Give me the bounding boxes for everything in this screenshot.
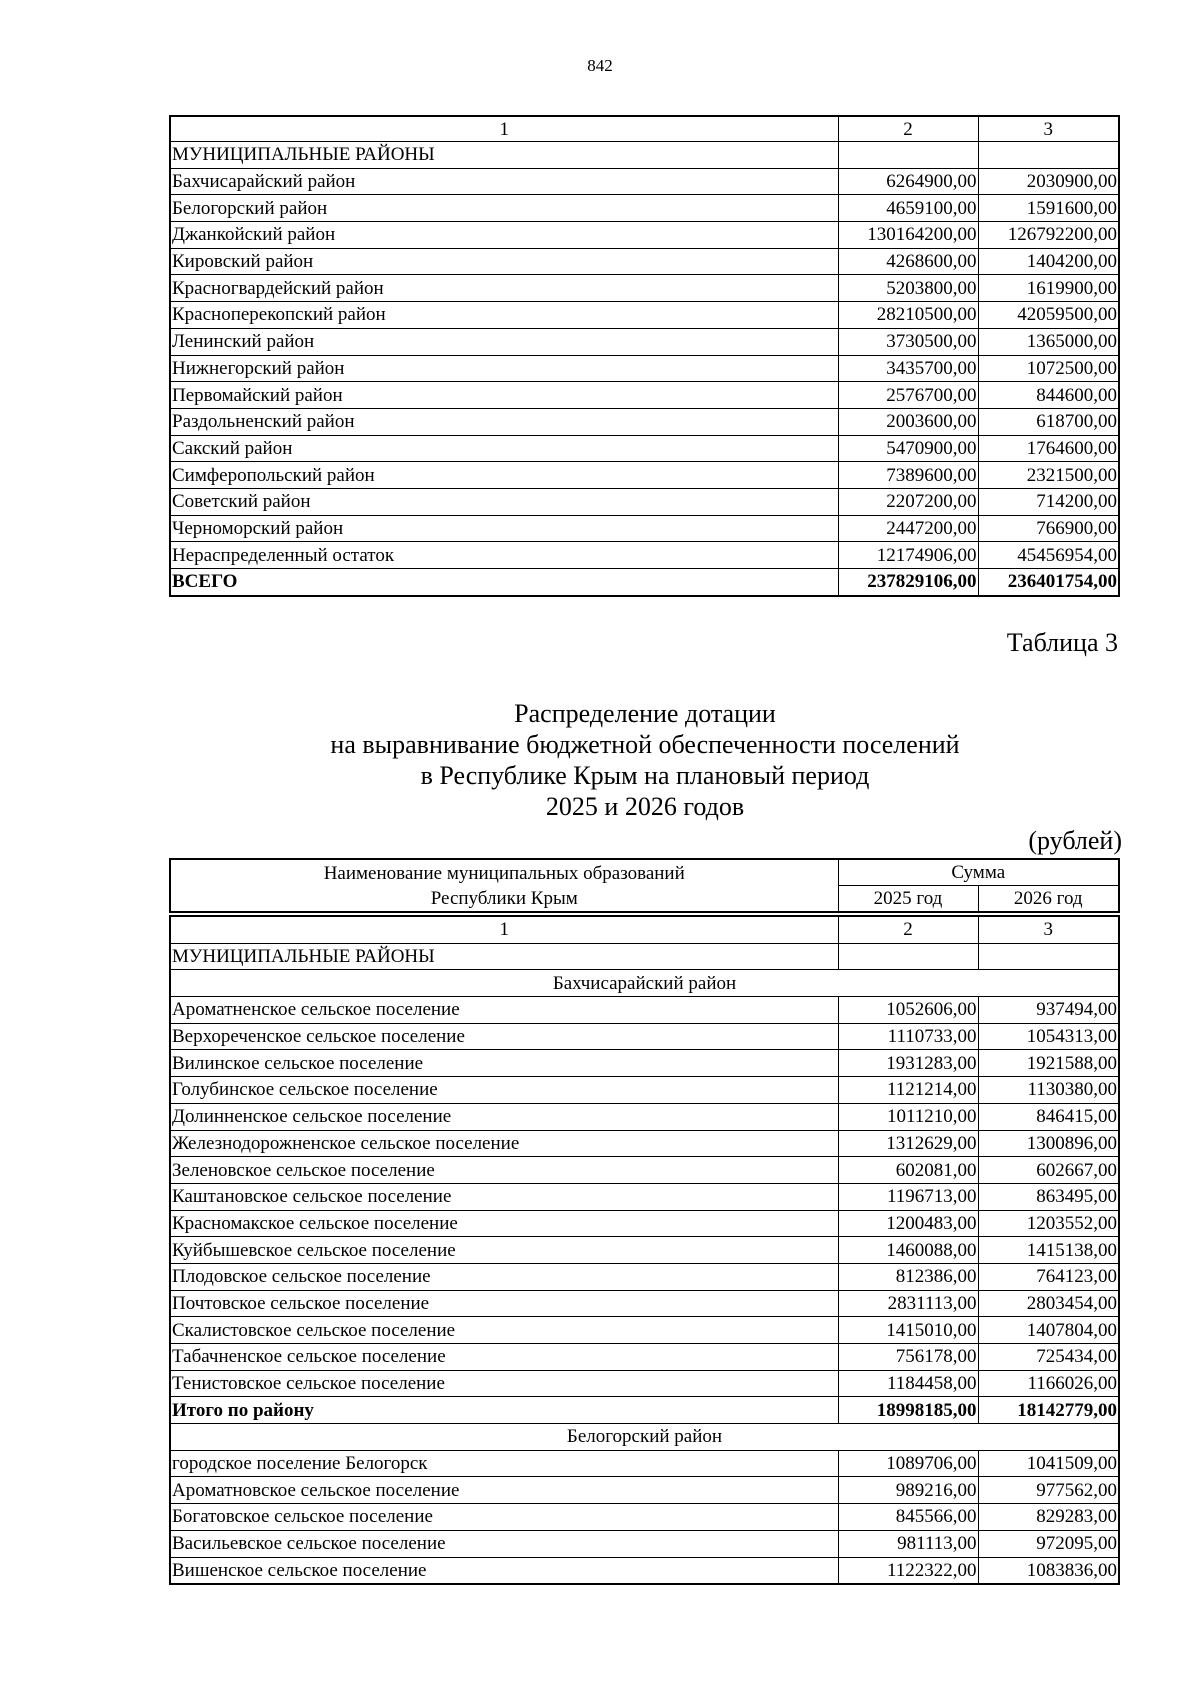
row-name: Каштановское сельское поселение bbox=[170, 1183, 838, 1210]
row-value-2025: 1121214,00 bbox=[838, 1077, 978, 1104]
row-value-2025: 4268600,00 bbox=[838, 248, 978, 275]
row-value-2026: 2803454,00 bbox=[978, 1290, 1119, 1317]
table-row bbox=[170, 1103, 1119, 1130]
table-title-line: в Республике Крым на плановый период bbox=[420, 761, 870, 790]
row-value-2025: 7389600,00 bbox=[838, 462, 978, 489]
row-name: Кировский район bbox=[170, 248, 838, 275]
row-value-2026: 1130380,00 bbox=[978, 1077, 1119, 1104]
row-name: городское поселение Белогорск bbox=[170, 1450, 838, 1477]
row-value-2025: 602081,00 bbox=[838, 1157, 978, 1184]
row-value-2025: 2003600,00 bbox=[838, 408, 978, 435]
district-heading-row bbox=[170, 970, 1119, 997]
table-row bbox=[170, 1477, 1119, 1504]
row-name: Вишенское сельское поселение bbox=[170, 1557, 838, 1584]
column-number: 3 bbox=[978, 916, 1119, 943]
row-name: Долинненское сельское поселение bbox=[170, 1103, 838, 1130]
empty-cell bbox=[838, 142, 978, 169]
table-title-line: на выравнивание бюджетной обеспеченности поселений bbox=[330, 730, 960, 759]
district-heading: Бахчисарайский район bbox=[170, 970, 1119, 997]
table-row bbox=[170, 355, 1119, 382]
section-heading: МУНИЦИПАЛЬНЫЕ РАЙОНЫ bbox=[170, 943, 838, 970]
row-value-2026: 1054313,00 bbox=[978, 1023, 1119, 1050]
table-row bbox=[170, 382, 1119, 409]
empty-cell bbox=[978, 142, 1119, 169]
column-number: 3 bbox=[978, 116, 1119, 142]
column-number-row bbox=[170, 916, 1119, 943]
table-row bbox=[170, 1290, 1119, 1317]
name-column-header-line: Республики Крым bbox=[430, 887, 578, 909]
table-row bbox=[170, 435, 1119, 462]
row-name: Ароматновское сельское поселение bbox=[170, 1477, 838, 1504]
column-number: 1 bbox=[170, 116, 838, 142]
row-value-2026: 972095,00 bbox=[978, 1530, 1119, 1557]
row-name: Советский район bbox=[170, 488, 838, 515]
row-name: Скалистовское сельское поселение bbox=[170, 1317, 838, 1344]
districts-table bbox=[169, 115, 1120, 597]
row-value-2025: 6264900,00 bbox=[838, 168, 978, 195]
row-name: Богатовское сельское поселение bbox=[170, 1504, 838, 1531]
row-value-2025: 3730500,00 bbox=[838, 328, 978, 355]
row-value-2025: 1011210,00 bbox=[838, 1103, 978, 1130]
row-name: Голубинское сельское поселение bbox=[170, 1077, 838, 1104]
row-name: Итого по району bbox=[170, 1397, 838, 1424]
row-value-2026: 1203552,00 bbox=[978, 1210, 1119, 1237]
row-value-2025: 2207200,00 bbox=[838, 488, 978, 515]
table-row bbox=[170, 1157, 1119, 1184]
table-row bbox=[170, 1023, 1119, 1050]
row-name: Ленинский район bbox=[170, 328, 838, 355]
row-value-2026: 714200,00 bbox=[978, 488, 1119, 515]
row-name: Красномакское сельское поселение bbox=[170, 1210, 838, 1237]
section-row bbox=[170, 142, 1119, 169]
row-value-2025: 1110733,00 bbox=[838, 1023, 978, 1050]
row-value-2026: 45456954,00 bbox=[978, 542, 1119, 569]
settlements-table bbox=[169, 915, 1120, 1585]
row-value-2025: 1200483,00 bbox=[838, 1210, 978, 1237]
row-name: Вилинское сельское поселение bbox=[170, 1050, 838, 1077]
table-row bbox=[170, 1263, 1119, 1290]
row-value-2025: 756178,00 bbox=[838, 1344, 978, 1371]
column-number-row bbox=[170, 116, 1119, 142]
row-name: Бахчисарайский район bbox=[170, 168, 838, 195]
table-row bbox=[170, 328, 1119, 355]
row-value-2026: 1591600,00 bbox=[978, 195, 1119, 222]
table-row bbox=[170, 1317, 1119, 1344]
row-value-2026: 1072500,00 bbox=[978, 355, 1119, 382]
table-row bbox=[170, 195, 1119, 222]
table-row bbox=[170, 1504, 1119, 1531]
row-value-2026: 1083836,00 bbox=[978, 1557, 1119, 1584]
column-number: 2 bbox=[838, 916, 978, 943]
row-value-2026: 766900,00 bbox=[978, 515, 1119, 542]
section-heading: МУНИЦИПАЛЬНЫЕ РАЙОНЫ bbox=[170, 142, 838, 169]
total-row bbox=[170, 569, 1119, 596]
row-value-2026: 1365000,00 bbox=[978, 328, 1119, 355]
empty-cell bbox=[978, 943, 1119, 970]
table-row bbox=[170, 997, 1119, 1024]
row-value-2026: 1407804,00 bbox=[978, 1317, 1119, 1344]
table-row bbox=[170, 542, 1119, 569]
table-row bbox=[170, 222, 1119, 249]
row-name: Джанкойский район bbox=[170, 222, 838, 249]
row-value-2025: 1122322,00 bbox=[838, 1557, 978, 1584]
row-value-2026: 18142779,00 bbox=[978, 1397, 1119, 1424]
row-value-2025: 845566,00 bbox=[838, 1504, 978, 1531]
row-name: Красноперекопский район bbox=[170, 302, 838, 329]
row-name: Ароматненское сельское поселение bbox=[170, 997, 838, 1024]
row-value-2025: 1312629,00 bbox=[838, 1130, 978, 1157]
row-value-2025: 2831113,00 bbox=[838, 1290, 978, 1317]
row-value-2026: 236401754,00 bbox=[978, 569, 1119, 596]
districts-table-body bbox=[170, 116, 1119, 596]
row-name: Зеленовское сельское поселение bbox=[170, 1157, 838, 1184]
row-value-2026: 618700,00 bbox=[978, 408, 1119, 435]
row-name: Плодовское сельское поселение bbox=[170, 1263, 838, 1290]
table-row bbox=[170, 1370, 1119, 1397]
section-row bbox=[170, 943, 1119, 970]
row-name: Сакский район bbox=[170, 435, 838, 462]
row-value-2025: 1052606,00 bbox=[838, 997, 978, 1024]
row-value-2025: 1460088,00 bbox=[838, 1237, 978, 1264]
row-name: Нераспределенный остаток bbox=[170, 542, 838, 569]
row-value-2026: 937494,00 bbox=[978, 997, 1119, 1024]
table-row bbox=[170, 1050, 1119, 1077]
row-name: Белогорский район bbox=[170, 195, 838, 222]
column-number: 1 bbox=[170, 916, 838, 943]
table-row bbox=[170, 1530, 1119, 1557]
table-row bbox=[170, 1237, 1119, 1264]
row-name: Почтовское сельское поселение bbox=[170, 1290, 838, 1317]
row-value-2026: 1300896,00 bbox=[978, 1130, 1119, 1157]
row-value-2025: 989216,00 bbox=[838, 1477, 978, 1504]
column-number: 2 bbox=[838, 116, 978, 142]
row-name: Раздольненский район bbox=[170, 408, 838, 435]
row-value-2025: 1931283,00 bbox=[838, 1050, 978, 1077]
empty-cell bbox=[838, 943, 978, 970]
row-value-2025: 981113,00 bbox=[838, 1530, 978, 1557]
table-row bbox=[170, 1210, 1119, 1237]
row-value-2025: 5203800,00 bbox=[838, 275, 978, 302]
table-title bbox=[0, 698, 1200, 822]
row-value-2025: 130164200,00 bbox=[838, 222, 978, 249]
row-value-2026: 42059500,00 bbox=[978, 302, 1119, 329]
row-value-2025: 2447200,00 bbox=[838, 515, 978, 542]
settlements-table-header bbox=[169, 858, 1120, 913]
row-value-2025: 812386,00 bbox=[838, 1263, 978, 1290]
total-row bbox=[170, 1397, 1119, 1424]
table-row bbox=[170, 1130, 1119, 1157]
row-name: Симферопольский район bbox=[170, 462, 838, 489]
row-value-2025: 2576700,00 bbox=[838, 382, 978, 409]
row-value-2026: 1404200,00 bbox=[978, 248, 1119, 275]
name-column-header bbox=[170, 859, 838, 912]
district-heading-row bbox=[170, 1424, 1119, 1451]
table-label: Таблица 3 bbox=[1006, 628, 1118, 657]
row-name: Железнодорожненское сельское поселение bbox=[170, 1130, 838, 1157]
row-value-2025: 237829106,00 bbox=[838, 569, 978, 596]
row-name: Васильевское сельское поселение bbox=[170, 1530, 838, 1557]
table-row bbox=[170, 1183, 1119, 1210]
row-value-2026: 846415,00 bbox=[978, 1103, 1119, 1130]
row-value-2025: 3435700,00 bbox=[838, 355, 978, 382]
table-row bbox=[170, 1557, 1119, 1584]
table-row bbox=[170, 488, 1119, 515]
page-number: 842 bbox=[587, 56, 613, 75]
row-value-2026: 1764600,00 bbox=[978, 435, 1119, 462]
row-value-2025: 12174906,00 bbox=[838, 542, 978, 569]
table-row bbox=[170, 302, 1119, 329]
name-column-header-line: Наименование муниципальных образований bbox=[323, 862, 685, 884]
table-title-line: 2025 и 2026 годов bbox=[545, 792, 745, 821]
row-value-2026: 602667,00 bbox=[978, 1157, 1119, 1184]
table-row bbox=[170, 1450, 1119, 1477]
row-value-2026: 764123,00 bbox=[978, 1263, 1119, 1290]
table-row bbox=[170, 515, 1119, 542]
row-value-2025: 4659100,00 bbox=[838, 195, 978, 222]
table-row bbox=[170, 462, 1119, 489]
row-name: Первомайский район bbox=[170, 382, 838, 409]
sum-column-header: Сумма bbox=[838, 859, 1119, 886]
row-value-2026: 1041509,00 bbox=[978, 1450, 1119, 1477]
row-value-2026: 977562,00 bbox=[978, 1477, 1119, 1504]
row-name: ВСЕГО bbox=[170, 569, 838, 596]
row-value-2026: 1415138,00 bbox=[978, 1237, 1119, 1264]
row-value-2025: 1184458,00 bbox=[838, 1370, 978, 1397]
settlements-table-body bbox=[170, 916, 1119, 1584]
row-value-2026: 725434,00 bbox=[978, 1344, 1119, 1371]
row-value-2026: 1619900,00 bbox=[978, 275, 1119, 302]
row-name: Тенистовское сельское поселение bbox=[170, 1370, 838, 1397]
row-value-2026: 829283,00 bbox=[978, 1504, 1119, 1531]
row-name: Красногвардейский район bbox=[170, 275, 838, 302]
table-row bbox=[170, 168, 1119, 195]
row-value-2025: 1196713,00 bbox=[838, 1183, 978, 1210]
row-value-2026: 844600,00 bbox=[978, 382, 1119, 409]
table-title-line: Распределение дотации bbox=[514, 699, 776, 728]
row-value-2026: 2030900,00 bbox=[978, 168, 1119, 195]
row-value-2025: 5470900,00 bbox=[838, 435, 978, 462]
row-name: Куйбышевское сельское поселение bbox=[170, 1237, 838, 1264]
district-heading: Белогорский район bbox=[170, 1424, 1119, 1451]
row-value-2026: 1166026,00 bbox=[978, 1370, 1119, 1397]
table-row bbox=[170, 1344, 1119, 1371]
units-label: (рублей) bbox=[1028, 826, 1122, 855]
row-name: Черноморский район bbox=[170, 515, 838, 542]
row-value-2025: 18998185,00 bbox=[838, 1397, 978, 1424]
table-row bbox=[170, 248, 1119, 275]
row-name: Нижнегорский район bbox=[170, 355, 838, 382]
row-value-2026: 1921588,00 bbox=[978, 1050, 1119, 1077]
row-value-2026: 2321500,00 bbox=[978, 462, 1119, 489]
row-value-2025: 1415010,00 bbox=[838, 1317, 978, 1344]
row-value-2025: 1089706,00 bbox=[838, 1450, 978, 1477]
row-value-2025: 28210500,00 bbox=[838, 302, 978, 329]
row-value-2026: 126792200,00 bbox=[978, 222, 1119, 249]
row-name: Верхореченское сельское поселение bbox=[170, 1023, 838, 1050]
table-row bbox=[170, 275, 1119, 302]
table-row bbox=[170, 408, 1119, 435]
table-row bbox=[170, 1077, 1119, 1104]
year-column-header: 2025 год bbox=[838, 886, 978, 913]
row-name: Табачненское сельское поселение bbox=[170, 1344, 838, 1371]
row-value-2026: 863495,00 bbox=[978, 1183, 1119, 1210]
year-column-header: 2026 год bbox=[978, 886, 1119, 913]
